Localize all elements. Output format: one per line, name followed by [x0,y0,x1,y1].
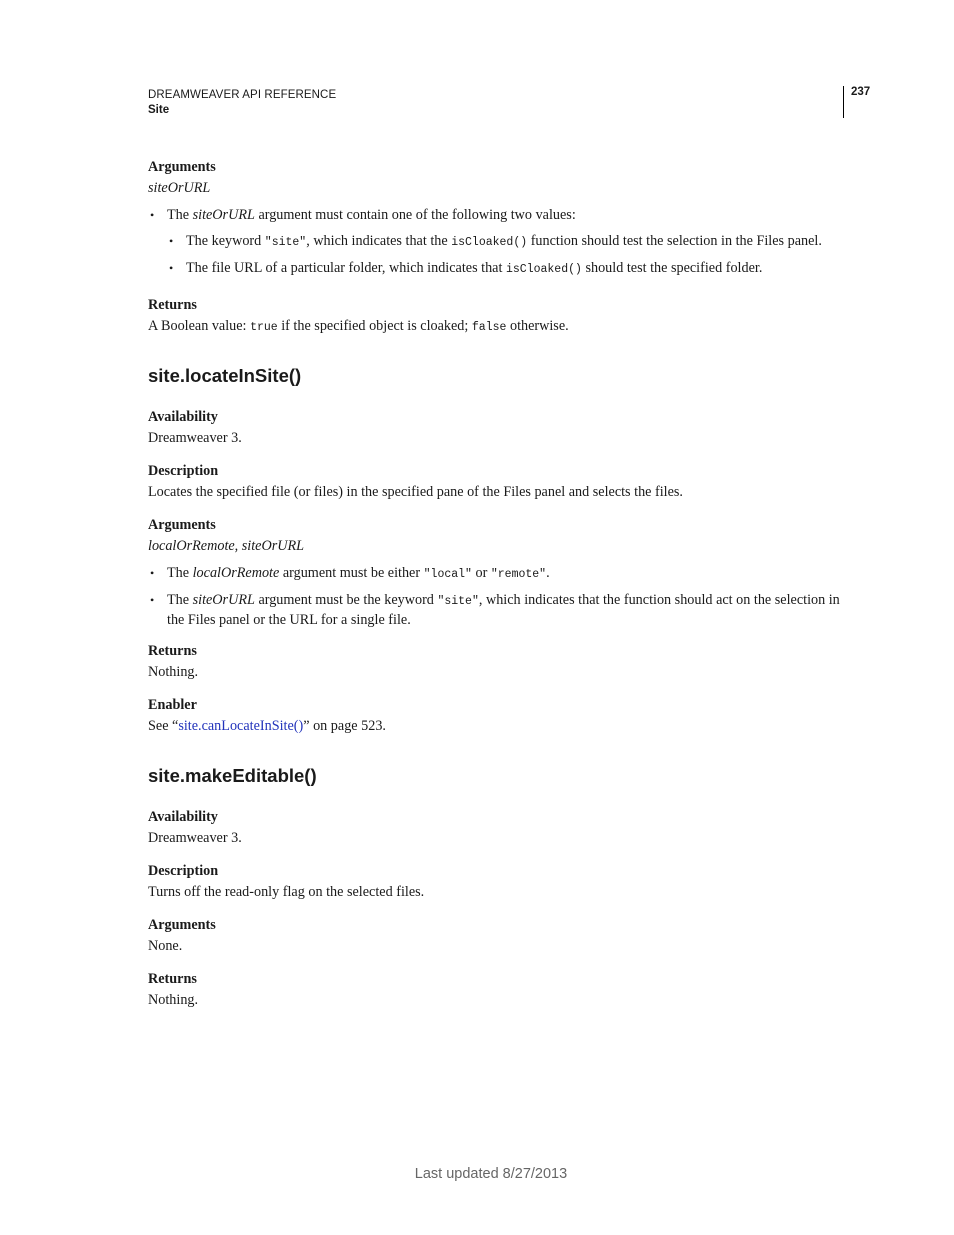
section-heading-make [148,764,848,788]
list-item: • The file URL of a particular folder, which indicates that isCloaked() should test the specified folder. [167,259,848,279]
returns-block [148,642,848,682]
enabler-block [148,696,848,736]
returns-text: Nothing. [148,992,199,1008]
enabler-text: See “site.canLocateInSite()” on page 523. [148,718,386,734]
enabler-label: Enabler [148,697,197,713]
running-header [148,88,336,118]
returns-label: Returns [148,643,197,659]
book-title: DREAMWEAVER API REFERENCE [148,89,337,101]
list-item: • The localOrRemote argument must be either "local" or "remote". [148,564,848,584]
returns-text: A Boolean value: true if the specified object is cloaked; false otherwise. [148,318,569,334]
arguments-text: None. [148,938,183,954]
sub-list [167,232,848,279]
arguments-value: localOrRemote, siteOrURL [148,538,305,554]
arguments-list [148,206,848,279]
returns-block [148,296,848,337]
availability-label: Availability [148,409,218,425]
page-content [148,158,848,1010]
list-item: • The siteOrURL argument must be the keyword "site", which indicates that the function should act on the selection in the Files panel or the URL for a single file. [148,591,848,630]
returns-block [148,970,848,1010]
section-title: site.locateInSite() [148,365,302,386]
arguments-value: siteOrURL [148,180,211,196]
section-heading-locate [148,364,848,388]
availability-text: Dreamweaver 3. [148,830,242,846]
description-block [148,862,848,902]
header-divider [843,86,844,118]
arguments-list [148,564,848,630]
cross-reference-link[interactable]: site.canLocateInSite() [178,718,304,734]
arguments-block [148,158,848,279]
footer-last-updated: Last updated 8/27/2013 [414,1166,568,1182]
section-title: site.makeEditable() [148,765,317,786]
description-text: Turns off the read-only flag on the selected files. [148,884,425,900]
arguments-label: Arguments [148,159,216,175]
availability-block [148,808,848,848]
page-number: 237 [851,86,871,98]
description-text: Locates the specified file (or files) in the specified pane of the Files panel and selects the files. [148,484,683,500]
description-block [148,462,848,502]
section-name: Site [148,104,170,116]
returns-text: Nothing. [148,664,199,680]
arguments-block [148,516,848,630]
arguments-label: Arguments [148,517,216,533]
arguments-block [148,916,848,956]
availability-label: Availability [148,809,218,825]
returns-label: Returns [148,297,197,313]
list-item: • The siteOrURL argument must contain one of the following two values: • The keyword "site", which indicates that the isCloaked() function should test the selection in the Files panel. • The file URL of a particular folder, which indicates that isCloaked() should test the specified folder. [148,206,848,279]
availability-block [148,408,848,448]
list-item: • The keyword "site", which indicates that the isCloaked() function should test the selection in the Files panel. [167,232,848,252]
availability-text: Dreamweaver 3. [148,430,242,446]
returns-label: Returns [148,971,197,987]
arguments-label: Arguments [148,917,216,933]
description-label: Description [148,463,219,479]
description-label: Description [148,863,219,879]
